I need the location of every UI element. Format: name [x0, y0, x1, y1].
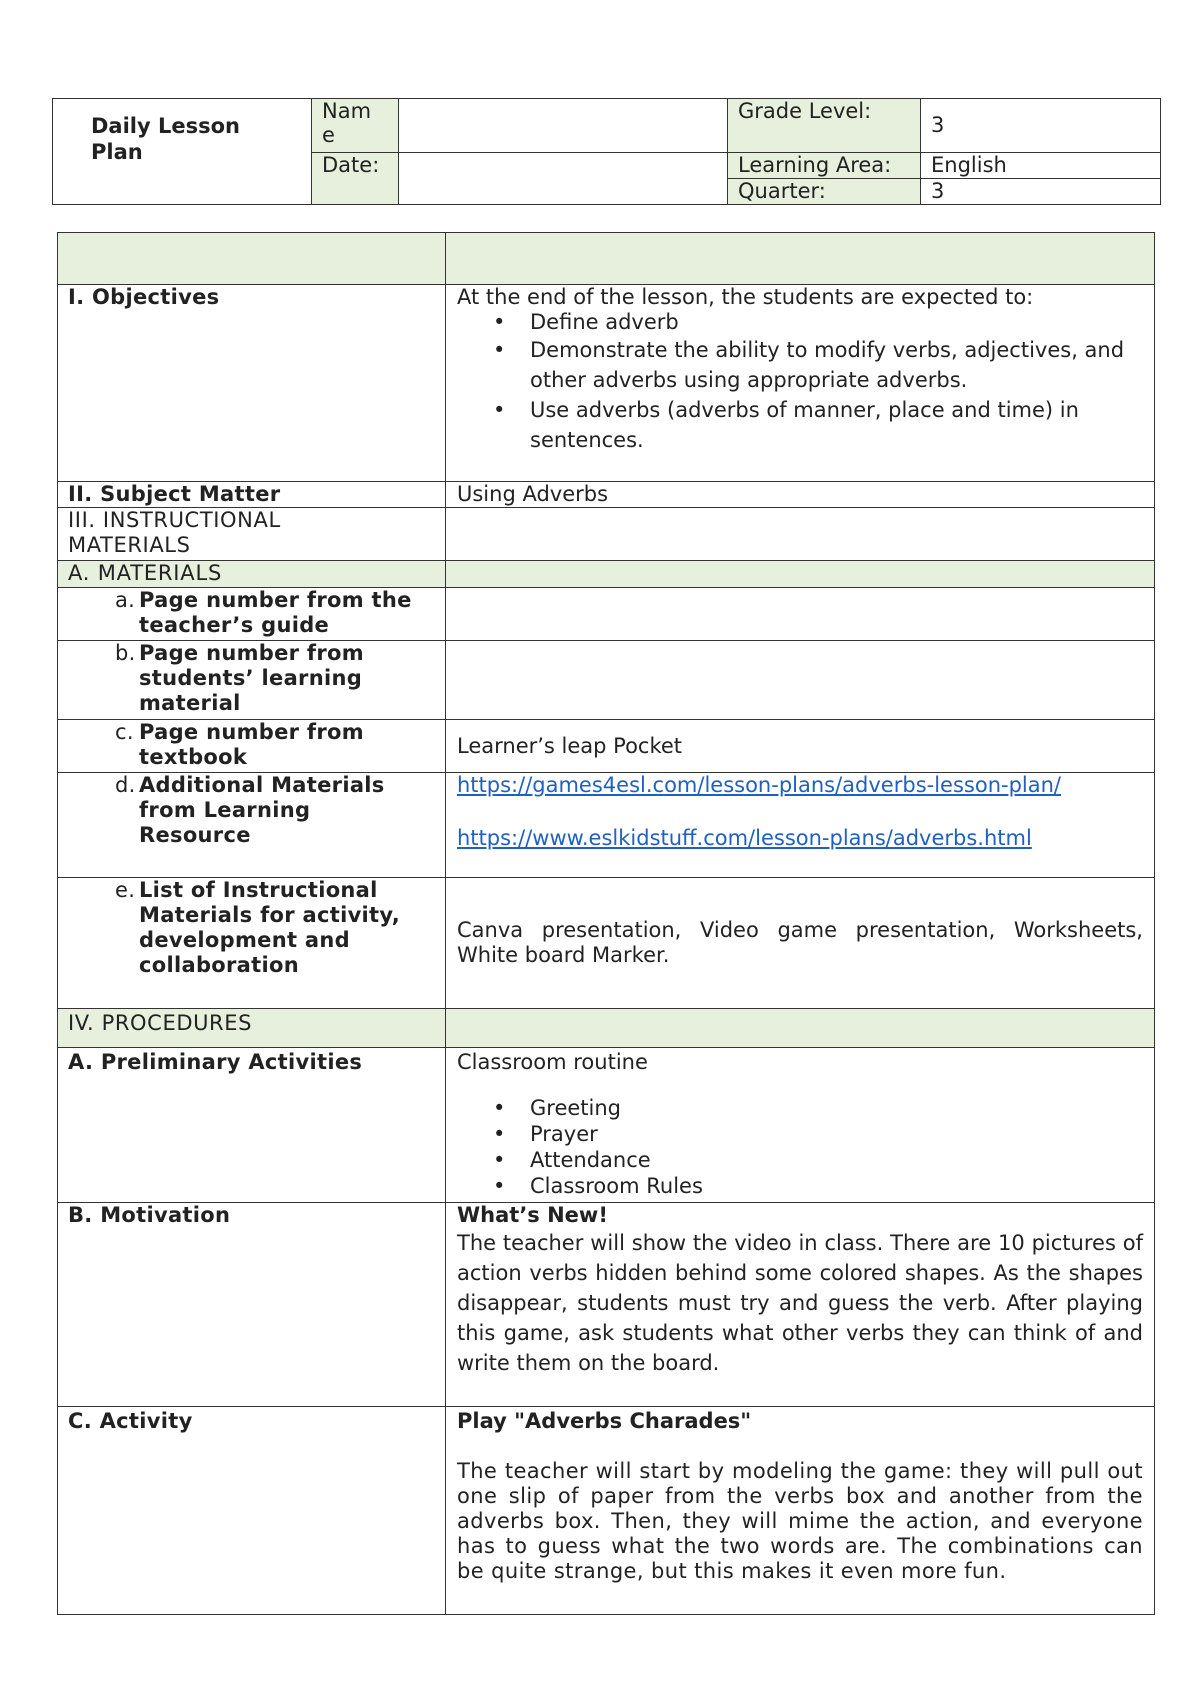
materials-b-value	[446, 641, 1155, 720]
materials-b-label	[58, 641, 446, 720]
instructional-materials-value	[446, 508, 1155, 561]
motivation-title: What’s New!	[457, 1203, 608, 1227]
preliminary-intro: Classroom routine	[457, 1050, 648, 1074]
name-label	[312, 99, 399, 153]
item-key: b.	[115, 641, 136, 665]
label-line: collaboration	[139, 953, 299, 977]
grade-level-label: Grade Level:	[728, 99, 921, 153]
item-key: a.	[115, 588, 136, 612]
grade-level-value: 3	[921, 99, 1161, 153]
label-line: students’ learning	[139, 666, 363, 690]
label-line: Materials for activity,	[139, 903, 401, 927]
instructional-materials-label	[58, 508, 446, 561]
name-label-line-1: Nam	[322, 99, 372, 123]
label-line: Page number from	[139, 720, 364, 744]
activity-content	[446, 1407, 1155, 1615]
preliminary-row	[58, 1048, 1155, 1203]
activity-label: C. Activity	[58, 1407, 446, 1615]
materials-c-row	[58, 720, 1155, 773]
materials-c-label	[58, 720, 446, 773]
date-value	[399, 153, 728, 205]
materials-e-label	[58, 878, 446, 1009]
instructional-materials-row	[58, 508, 1155, 561]
materials-d-label	[58, 773, 446, 878]
learning-area-value: English	[921, 153, 1161, 179]
materials-a-label	[58, 588, 446, 641]
procedures-label: IV. PROCEDURES	[58, 1009, 446, 1048]
item-key: c.	[115, 720, 134, 744]
header-table	[52, 98, 1161, 205]
name-label-line-2: e	[322, 123, 335, 147]
title-line-2: Plan	[91, 140, 143, 164]
materials-e-row	[58, 878, 1155, 1009]
procedures-row	[58, 1009, 1155, 1048]
materials-a-value	[446, 588, 1155, 641]
preliminary-content	[446, 1048, 1155, 1203]
objectives-content	[446, 285, 1155, 482]
resource-link-2[interactable]: https://www.eslkidstuff.com/lesson-plans/adverbs.html	[457, 826, 1032, 850]
materials-row	[58, 561, 1155, 588]
list-item: • Use adverbs (adverbs of manner, place and time) in sentences.	[457, 395, 1143, 455]
document-title	[53, 99, 312, 205]
list-item: • Greeting	[457, 1095, 1143, 1121]
motivation-content	[446, 1203, 1155, 1407]
list-item: • Attendance	[457, 1147, 1143, 1173]
materials-e-value: Canva presentation, Video game presentation, Worksheets, White board Marker.	[446, 878, 1155, 1009]
materials-a-row	[58, 588, 1155, 641]
materials-c-value: Learner’s leap Pocket	[446, 720, 1155, 773]
header-cell-left	[58, 233, 446, 285]
label-line: Additional Materials	[139, 773, 385, 797]
activity-row	[58, 1407, 1155, 1615]
motivation-label: B. Motivation	[58, 1203, 446, 1407]
label-line: teacher’s guide	[139, 613, 330, 637]
materials-d-row	[58, 773, 1155, 878]
routine-list	[457, 1095, 1143, 1199]
item-key: e.	[115, 878, 136, 902]
preliminary-label: A. Preliminary Activities	[58, 1048, 446, 1203]
quarter-label: Quarter:	[728, 179, 921, 205]
label-line: from Learning	[139, 798, 311, 822]
materials-label: A. MATERIALS	[58, 561, 446, 588]
header-cell-right	[446, 233, 1155, 285]
item-key: d.	[115, 773, 136, 797]
procedures-value	[446, 1009, 1155, 1048]
objectives-list	[457, 310, 1143, 455]
label-line: Page number from the	[139, 588, 412, 612]
objectives-row	[58, 285, 1155, 482]
materials-d-value	[446, 773, 1155, 878]
list-item: • Demonstrate the ability to modify verbs, adjectives, and other adverbs using appropriate adverbs.	[457, 335, 1143, 395]
list-item: • Classroom Rules	[457, 1173, 1143, 1199]
list-item: • Prayer	[457, 1121, 1143, 1147]
learning-area-label: Learning Area:	[728, 153, 921, 179]
label-line: material	[139, 691, 241, 715]
quarter-value: 3	[921, 179, 1161, 205]
lesson-plan-table	[57, 232, 1155, 1615]
subject-row	[58, 482, 1155, 508]
label-line: Page number from	[139, 641, 364, 665]
materials-value	[446, 561, 1155, 588]
label-line: development and	[139, 928, 350, 952]
label-line: MATERIALS	[68, 533, 191, 557]
resource-link-1[interactable]: https://games4esl.com/lesson-plans/adverbs-lesson-plan/	[457, 773, 1061, 797]
activity-title: Play "Adverbs Charades"	[457, 1409, 752, 1433]
label-line: textbook	[139, 745, 248, 769]
date-label: Date:	[312, 153, 399, 205]
materials-b-row	[58, 641, 1155, 720]
table-header-row	[58, 233, 1155, 285]
motivation-text: The teacher will show the video in class. There are 10 pictures of action verbs hidden behind some colored shapes. As the shapes disappear, students must try and guess the verb. After playing this game, ask students what other verbs they can think of and write them on the board.	[457, 1231, 1143, 1375]
list-item: • Define adverb	[457, 310, 1143, 335]
label-line: List of Instructional	[139, 878, 378, 902]
label-line: III. INSTRUCTIONAL	[68, 508, 281, 532]
name-value	[399, 99, 728, 153]
title-line-1: Daily Lesson	[91, 114, 240, 138]
objectives-label: I. Objectives	[58, 285, 446, 482]
subject-value: Using Adverbs	[446, 482, 1155, 508]
activity-text: The teacher will start by modeling the game: they will pull out one slip of paper from the verbs box and another from the adverbs box. Then, they will mime the action, and everyone has to guess what the two words are. The combinations can be quite strange, but this makes it even more fun.	[457, 1459, 1143, 1583]
subject-label: II. Subject Matter	[58, 482, 446, 508]
label-line: Resource	[139, 823, 251, 847]
objectives-intro: At the end of the lesson, the students are expected to:	[457, 285, 1034, 309]
motivation-row	[58, 1203, 1155, 1407]
